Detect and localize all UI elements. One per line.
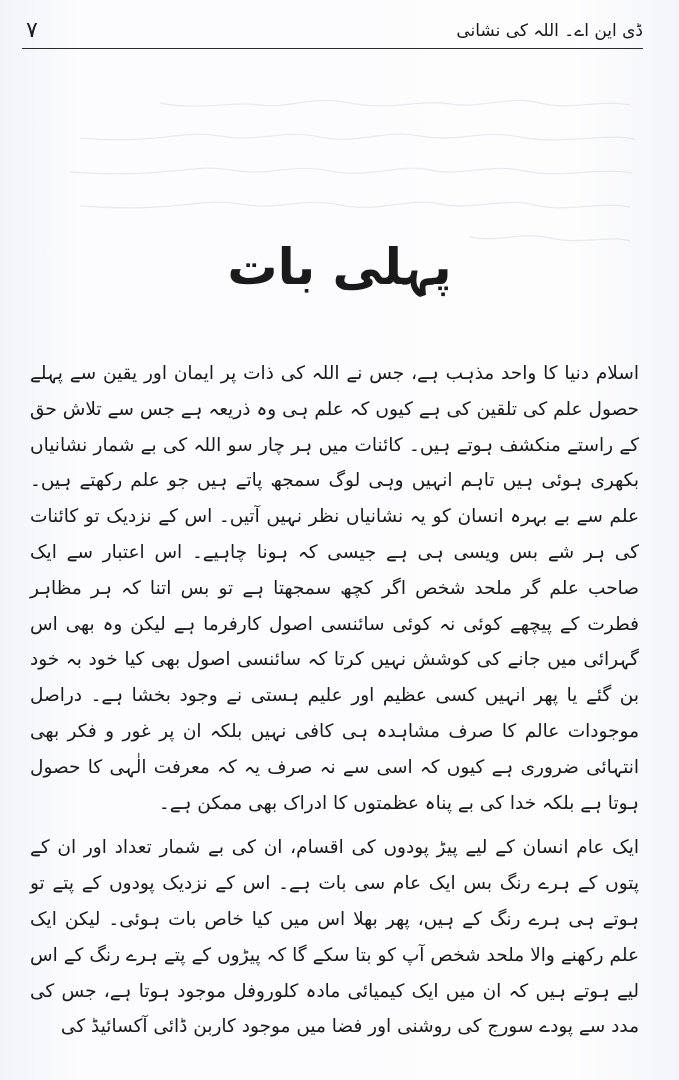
paragraph-1: اسلام دنیا کا واحد مذہب ہے، جس نے اللہ کی ذات پر ایمان اور یقین سے پہلے حصول علم کی تلقین کی ہے کیوں کہ علم ہی وہ ذریعہ ہے جس سے تلاش حق کے راستے منکشف ہوتے ہیں۔ کائنات میں ہر چار سو اللہ کی بے شمار نشانیاں بکھری ہوئی ہیں تاہم انہیں وہی لوگ سمجھ پاتے ہیں جو علم رکھتے ہیں۔ علم سے بے بہرہ انسان کو یہ نشانیاں نظر نہیں آتیں۔ اس کے نزدیک تو کائنات کی ہر شے بس ویسی ہی ہے جیسی کہ ہونا چاہیے۔ اس اعتبار سے ایک صاحب علم گر ملحد شخص اگر کچھ سمجھتا ہے تو بس اتنا کہ ہر مظاہر فطرت کے پیچھے کوئی نہ کوئی سائنسی اصول کارفرما ہے لیکن وہ بھی اس گہرائی میں جانے کی کوشش نہیں کرتا کہ سائنسی اصول بھی کیا خود بہ خود بن گئے یا پھر انہیں کسی عظیم اور علیم ہستی نے وجود بخشا ہے۔ دراصل موجودات عالم کا صرف مشاہدہ ہی کافی نہیں بلکہ ان پر غور و فکر بھی انتہائی ضروری ہے کیوں کہ اسی سے نہ صرف یہ کہ معرفت الٰہی کا حصول ہوتا ہے بلکہ خدا کی بے پناہ عظمتوں کا ادراک بھی ممکن ہے۔ (30, 363, 639, 814)
body-text (30, 356, 639, 1045)
paragraph-2: ایک عام انسان کے لیے پیڑ پودوں کی اقسام، ان کی بے شمار تعداد اور ان کے پتوں کے ہرے رنگ بس ایک عام سی بات ہے۔ اس کے نزدیک پودوں کے پتے تو ہوتے ہی ہرے رنگ کے ہیں، پھر بھلا اس میں کیا خاص بات ہوئی۔ لیکن ایک علم رکھنے والا ملحد شخص آپ کو بتا سکے گا کہ پیڑوں کے پتے ہرے رنگ کے اس لیے ہوتے ہیں کہ ان میں ایک کیمیائی مادہ کلوروفل موجود ہوتا ہے، جس کی مدد سے پودے سورج کی روشنی اور فضا میں موجود کاربن ڈائی آکسائیڈ کی (30, 837, 639, 1038)
running-title: ڈی این اے۔ اللہ کی نشانی (456, 21, 643, 41)
bleed-through-texture (40, 95, 639, 257)
chapter-title: پہلی بات (227, 238, 452, 296)
page-header (22, 14, 643, 49)
bleed-through-lines (40, 95, 639, 245)
page-number: ۷ (26, 18, 38, 43)
